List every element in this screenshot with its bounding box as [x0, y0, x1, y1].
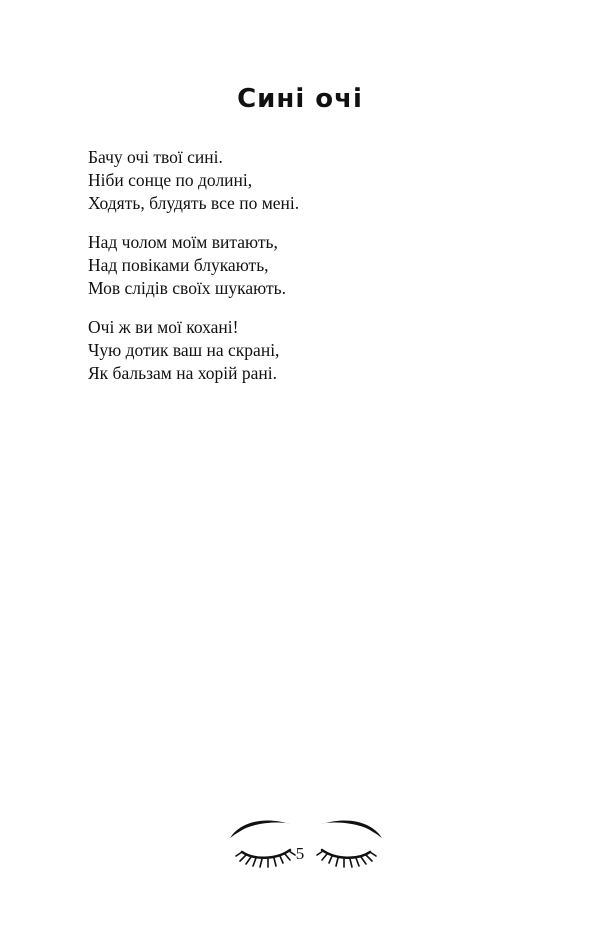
poem-line: Бачу очі твої сині.	[88, 147, 223, 167]
poem-line: Над чолом моїм витають,	[88, 232, 278, 252]
poem-line: Ходять, блудять все по мені.	[88, 193, 300, 213]
page-footer	[0, 806, 600, 876]
stanza-2	[88, 231, 528, 300]
poem-line: Над повіками блукають,	[88, 255, 269, 275]
poem-line: Ніби сонце по долині,	[88, 170, 253, 190]
poem-line: Як бальзам на хорій рані.	[88, 363, 278, 383]
stanza-1	[88, 146, 528, 215]
poem-line: Чую дотик ваш на скрані,	[88, 340, 280, 360]
closed-eye-right-icon	[298, 812, 388, 872]
poem-line: Мов слідів своїх шукають.	[88, 278, 287, 298]
poem-body	[88, 146, 528, 401]
poem-title: Сині очі	[237, 84, 363, 114]
page-number: 5	[295, 844, 305, 863]
poem-line: Очі ж ви мої кохані!	[88, 317, 239, 337]
stanza-3	[88, 316, 528, 385]
